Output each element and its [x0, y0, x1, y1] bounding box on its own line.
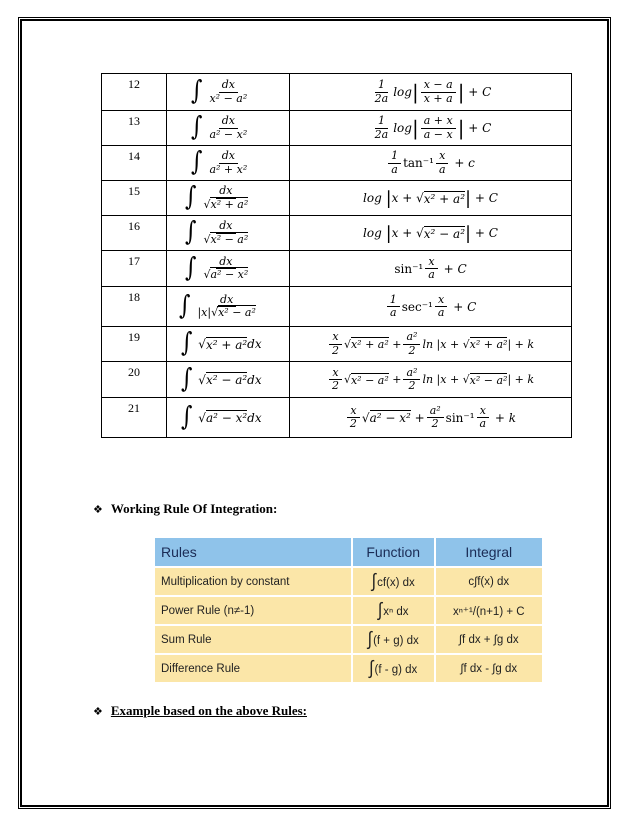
rule-name: Power Rule (n≠-1) [155, 597, 351, 624]
table-row [102, 362, 572, 398]
table-row [102, 216, 572, 251]
integral-header: Integral [436, 538, 543, 566]
integral-result: $\frac{1}{2a}$ log | $\frac{a + x}{a - x}$ | + C [290, 111, 572, 146]
integral-result: $\frac{1}{a}$ sec⁻¹ $\frac{x}{a}$ + C [290, 287, 572, 327]
integral-expression: ∫ $\frac{dx}{\text{a² + x²}}$ [167, 146, 290, 181]
table-row [155, 568, 542, 595]
row-number: 12 [102, 74, 167, 111]
rule-name: Difference Rule [155, 655, 351, 682]
integral-expression: ∫ $\frac{dx}{\text{x² − a²}}$ [167, 74, 290, 111]
row-number: 14 [102, 146, 167, 181]
rule-function: ∫cf(x) dx [353, 568, 434, 595]
row-number: 15 [102, 181, 167, 216]
table-row [155, 655, 542, 682]
integral-expression: ∫ √ x² + a² dx [167, 327, 290, 362]
row-number: 18 [102, 287, 167, 327]
integral-expression: ∫ $\frac{dx}{\text{√x² + a²}}$ [167, 181, 290, 216]
diamond-bullet-icon: ❖ [93, 504, 103, 516]
integral-result: $\frac{x}{2}$ √ a² − x² + $\frac{\text{a²}}{2}$ sin⁻¹ $\frac{x}{a}$ + k [290, 398, 572, 438]
table-row [102, 398, 572, 438]
integral-icon: ∫ [371, 570, 377, 592]
integral-expression: ∫ $\frac{dx}{\text{√a² − x²}}$ [167, 251, 290, 287]
integral-formula-table [101, 73, 572, 438]
integral-result: sin⁻¹ $\frac{x}{a}$ + C [290, 251, 572, 287]
integral-result: $\frac{1}{a}$ tan⁻¹ $\frac{x}{a}$ + c [290, 146, 572, 181]
rule-name: Multiplication by constant [155, 568, 351, 595]
row-number: 21 [102, 398, 167, 438]
table-row [102, 111, 572, 146]
rule-function: ∫xⁿ dx [353, 597, 434, 624]
integral-icon: ∫ [369, 657, 374, 679]
integral-expression: ∫ √ a² − x² dx [167, 398, 290, 438]
integral-expression: ∫ $\frac{dx}{\text{|x|√x² − a²}}$ [167, 287, 290, 327]
table-row [102, 181, 572, 216]
integral-result: log | x + √ x² − a² | + C [290, 216, 572, 251]
rule-integral: xⁿ⁺¹/(n+1) + C [436, 597, 543, 624]
table-row [155, 626, 542, 653]
table-row [102, 251, 572, 287]
integral-result: $\frac{x}{2}$ √ x² + a² + $\frac{\text{a²}}{2}$ ln |x + √ x² + a² | + k [290, 327, 572, 362]
rules-header: Rules [155, 538, 351, 566]
row-number: 13 [102, 111, 167, 146]
integral-icon: ∫ [377, 599, 383, 621]
integral-result: $\frac{x}{2}$ √ x² − a² + $\frac{\text{a²}}{2}$ ln |x + √ x² − a² | + k [290, 362, 572, 398]
integral-expression: ∫ $\frac{dx}{\text{√x² − a²}}$ [167, 216, 290, 251]
integral-icon: ∫ [367, 628, 373, 650]
integral-result: $\frac{1}{2a}$ log | $\frac{x - a}{x + a}$ | + C [290, 74, 572, 111]
rule-integral: ∫f dx - ∫g dx [436, 655, 543, 682]
table-row [102, 74, 572, 111]
rule-integral: ∫f dx + ∫g dx [436, 626, 543, 653]
integral-expression: ∫ √ x² − a² dx [167, 362, 290, 398]
rule-name: Sum Rule [155, 626, 351, 653]
row-number: 17 [102, 251, 167, 287]
function-header: Function [353, 538, 434, 566]
table-row [102, 146, 572, 181]
rule-function: ∫(f - g) dx [353, 655, 434, 682]
table-row [102, 287, 572, 327]
row-number: 20 [102, 362, 167, 398]
example-heading: ❖ Example based on the above Rules: [93, 703, 307, 718]
table-row [155, 597, 542, 624]
row-number: 16 [102, 216, 167, 251]
rule-function: ∫(f + g) dx [353, 626, 434, 653]
row-number: 19 [102, 327, 167, 362]
rules-table-image [153, 536, 544, 679]
integral-expression: ∫ $\frac{dx}{\text{a² − x²}}$ [167, 111, 290, 146]
table-row [102, 327, 572, 362]
diamond-bullet-icon: ❖ [93, 706, 103, 718]
integral-result: log | x + √ x² + a² | + C [290, 181, 572, 216]
rule-integral: c∫f(x) dx [436, 568, 543, 595]
working-rule-heading: ❖ Working Rule Of Integration: [93, 501, 278, 516]
